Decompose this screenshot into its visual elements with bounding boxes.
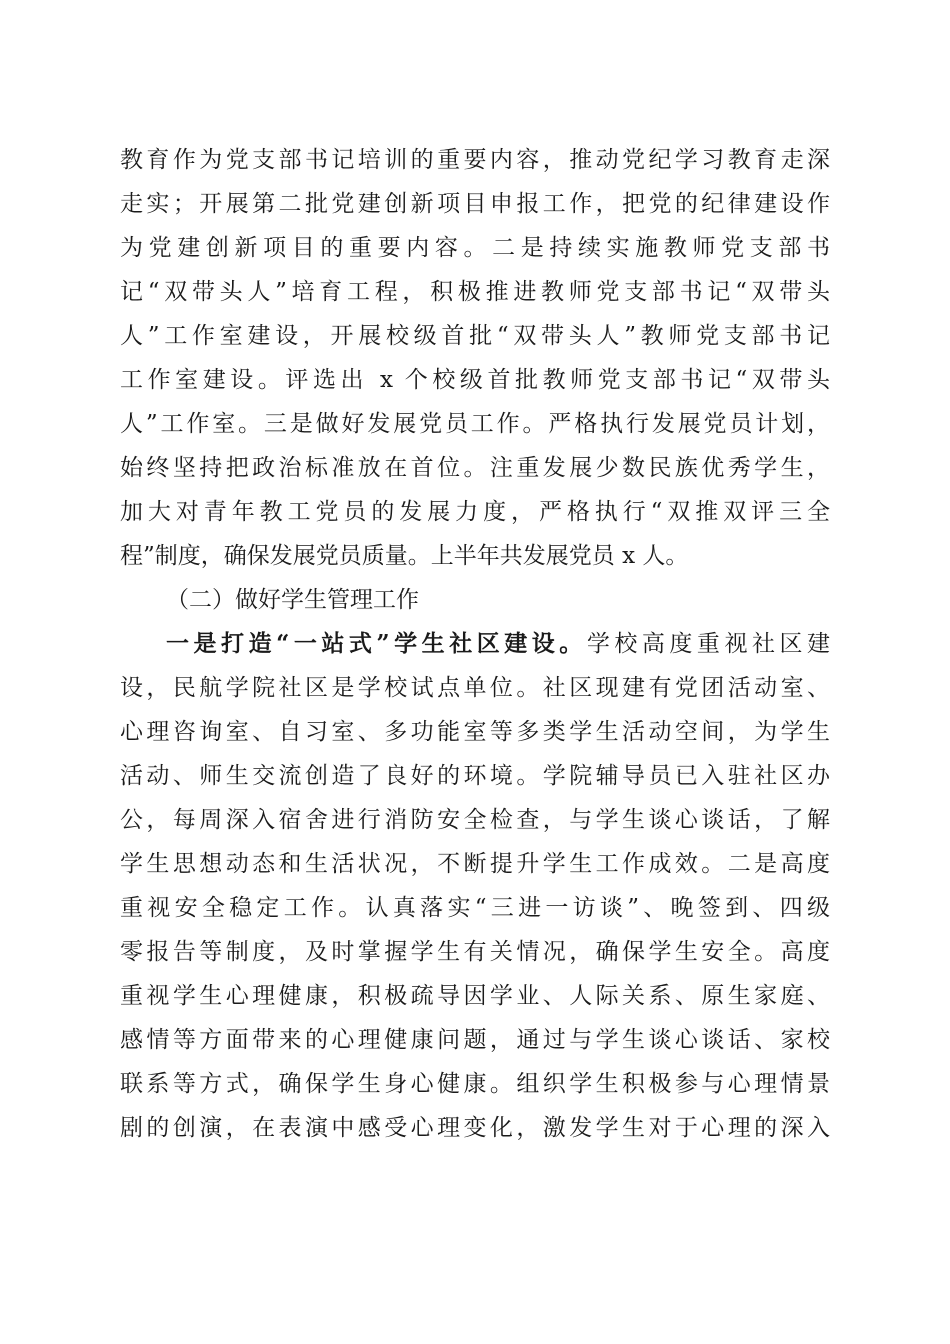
text-line: 记“双带头人”培育工程，积极推进教师党支部书记“双带头 — [120, 279, 830, 305]
text-line: 程”制度，确保发展党员质量。上半年共发展党员 x 人。 — [120, 543, 689, 569]
text-line: 剧的创演，在表演中感受心理变化，激发学生对于心理的深入 — [120, 1115, 830, 1141]
text-line: 感情等方面带来的心理健康问题，通过与学生谈心谈话、家校 — [120, 1027, 830, 1053]
text-line: 始终坚持把政治标准放在首位。注重发展少数民族优秀学生， — [120, 455, 830, 481]
text-line: 重视学生心理健康，积极疏导因学业、人际关系、原生家庭、 — [120, 983, 830, 1009]
text-line: 为党建创新项目的重要内容。二是持续实施教师党支部书 — [120, 235, 830, 261]
text-line: 加大对青年教工党员的发展力度，严格执行“双推双评三全 — [120, 499, 830, 525]
paragraph-lead: 一是打造“一站式”学生社区建设。 — [166, 630, 587, 657]
text-line: 重视安全稳定工作。认真落实“三进一访谈”、晚签到、四级 — [120, 895, 830, 921]
text-line: 人”工作室。三是做好发展党员工作。严格执行发展党员计划， — [120, 411, 830, 437]
text-line: 学生思想动态和生活状况，不断提升学生工作成效。二是高度 — [120, 851, 830, 877]
text-line: 活动、师生交流创造了良好的环境。学院辅导员已入驻社区办 — [120, 763, 830, 789]
text-line: 教育作为党支部书记培训的重要内容，推动党纪学习教育走深 — [120, 147, 830, 173]
paragraph-first-line — [120, 622, 830, 666]
text-line: 零报告等制度，及时掌握学生有关情况，确保学生安全。高度 — [120, 939, 830, 965]
text-line: 心理咨询室、自习室、多功能室等多类学生活动空间，为学生 — [120, 719, 830, 745]
text-line: 联系等方式，确保学生身心健康。组织学生积极参与心理情景 — [120, 1071, 830, 1097]
text-line: 设，民航学院社区是学校试点单位。社区现建有党团活动室、 — [120, 675, 830, 701]
text-line: 人”工作室建设，开展校级首批“双带头人”教师党支部书记 — [120, 323, 830, 349]
document-body — [120, 138, 830, 1150]
text-line: 公，每周深入宿舍进行消防安全检查，与学生谈心谈话，了解 — [120, 807, 830, 833]
text-line: 走实；开展第二批党建创新项目申报工作，把党的纪律建设作 — [120, 191, 830, 217]
paragraph-first-line-rest: 学校高度重视社区建 — [586, 631, 831, 657]
section-heading: （二）做好学生管理工作 — [166, 587, 419, 613]
text-line: 工作室建设。评选出 x 个校级首批教师党支部书记“双带头 — [120, 367, 830, 393]
